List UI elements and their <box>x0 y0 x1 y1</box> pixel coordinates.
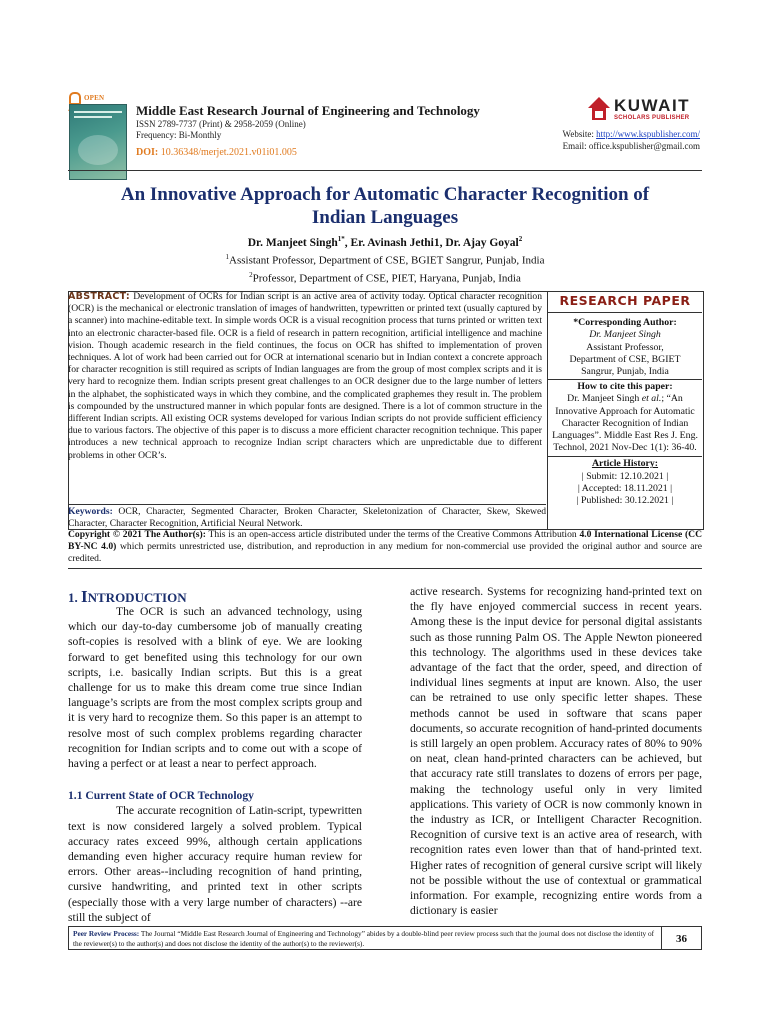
keywords: Keywords: OCR, Character, Segmented Character, Broken Character, Skeletonization of Character, Skew, Skewed Character, Character Recognition, Artificial Neural Network. <box>68 506 547 529</box>
subsection-heading: 1.1 Current State of OCR Technology <box>68 789 254 803</box>
subsection-paragraph: The accurate recognition of Latin-script, typewritten text is now considered largely a solved problem. Typical accuracy rates exceed 99%, although certain applications demanding even higher accuracy require human review for errors. Other areas--including recognition of hand printing, cursive handwriting, and printed text in other scripts (especially those with a very large number of characters) --are still the subject of <box>68 804 362 924</box>
article-type-label: RESEARCH PAPER <box>548 291 702 313</box>
journal-cover-image <box>69 104 127 180</box>
peer-review-footer: Peer Review Process: The Journal “Middle East Research Journal of Engineering and Technology” abides by a double-blind peer review process such that the journal does not disclose the identity of the reviewer(s) to the author(s) and does not disclose the identity of the author(s) to the reviewer(s). <box>68 926 662 950</box>
section-heading-introduction: 1. INTRODUCTION <box>68 587 187 606</box>
publisher-name: KUWAIT <box>614 96 691 115</box>
publisher-email[interactable]: Email: office.kspublisher@gmail.com <box>562 141 700 151</box>
cite-heading: How to cite this paper: <box>548 379 702 393</box>
abstract-label: ABSTRACT: <box>68 291 131 302</box>
history-heading: Article History: <box>548 456 702 470</box>
publisher-subtitle: SCHOLARS PUBLISHER <box>614 115 690 121</box>
right-column-paragraph: active research. Systems for recognizing hand-printed text on the fly have enjoyed commercial success in recent years. Among these is the input device for personal digital assistants such as those running Palm OS. The Apple Newton pioneered this technology. The algorithms used in these devices take advantage of the fact that the order, speed, and direction of individual lines segments at input are known. Also, the user can be retrained to use only specific letter shapes. These methods cannot be used in software that scans paper documents, so accurate recognition of hand-printed documents is still largely an open problem. Accuracy rates of 80% to 90% on neat, clean hand-printed characters can be achieved, but that accuracy rate still translates to dozens of errors per page, making the technology useful only in very limited applications. This variety of OCR is now commonly known in the industry as ICR, or Intelligent Character Recognition. Recognition of cursive text is an active area of research, with recognition rates even lower than that of hand-printed text. Higher rates of recognition of general cursive script will likely not be possible without the use of contextual or grammatical information. For example, recognizing entire words from a dictionary is easier <box>410 585 702 918</box>
affiliations: $^1$Assistant Professor, Department of CSE, BGIET Sangrur, Punjab, India $^2$Professor, Department of CSE, PIET, Haryana, Punjab, India <box>225 253 545 285</box>
journal-doi: DOI: 10.36348/merjet.2021.v01i01.005 <box>136 147 297 158</box>
left-column <box>68 604 362 925</box>
open-access-label: OPEN <box>83 94 105 103</box>
intro-paragraph: The OCR is such an advanced technology, using which our day-to-day cumbersome job of manually creating soft-copies is resolved with a blink of eye. We are looking forward to get benefited using this technology for our own scripts, i.e. basically Indian scripts. But this is a great challenge for us to make this dream come true since Indian language’s scripts are from the most complex scripts group and it is very hard to recognize them. So this paper is an attempt to resolve most of such complex problems regarding character recognition for Indian scripts and to come out with a scope of having a perfect or at least a near to perfect approach. <box>68 605 362 771</box>
journal-frequency: Frequency: Bi-Monthly <box>136 130 222 140</box>
author-list: Dr. Manjeet Singh$^{1*}$, Er. Avinash Jethi1, Dr. Ajay Goyal$^2$ <box>247 235 523 249</box>
article-title: An Innovative Approach for Automatic Character Recognition of Indian Languages <box>120 184 650 228</box>
right-column <box>410 584 702 918</box>
citation: Dr. Manjeet Singh et al.; “An Innovative Approach for Automatic Character Recognition of Indian Languages”. Middle East Res J. Eng. Technol, 2021 Nov-Dec 1(1): 36-40. <box>552 393 698 454</box>
header-divider <box>68 170 702 171</box>
copyright-notice: Copyright © 2021 The Author(s): This is an open-access article distributed under the terms of the Creative Commons Attribution 4.0 International License (CC BY-NC 4.0) which permits unrestricted use, distribution, and reproduction in any medium for non-commercial use provided the original author and source are credited. <box>68 529 702 569</box>
journal-title: Middle East Research Journal of Engineering and Technology <box>136 103 480 118</box>
journal-issn: ISSN 2789-7737 (Print) & 2958-2059 (Online) <box>136 119 306 129</box>
website-link[interactable]: http://www.kspublisher.com/ <box>596 129 700 139</box>
doi-link[interactable]: 10.36348/merjet.2021.v01i01.005 <box>160 147 297 158</box>
abstract-column <box>68 291 546 462</box>
publisher-website: Website: http://www.kspublisher.com/ <box>562 129 700 139</box>
publisher-logo-icon <box>588 97 610 108</box>
page-number: 36 <box>662 926 702 950</box>
article-info-sidebar: RESEARCH PAPER *Corresponding Author: Dr. Manjeet Singh Assistant Professor, Department of CSE, BGIET Sangrur, Punjab, India How to cite this paper: Dr. Manjeet Singh et al.; “An Innovative Approach for Automatic Character Recognition of Indian Languages”. Middle East Res J. Eng. Technol, 2021 Nov-Dec 1(1): 36-40. Article History: | Submit: 12.10.2021 | | Accepted: 18.11.2021 | | Published: 30.12.2021 | <box>548 291 702 507</box>
abstract-text: ABSTRACT: Development of OCRs for Indian script is an active area of activity today. Optical character recognition (OCR) is the mechanical or electronic translation of images of handwritten, typewritten or printed text (usually captured by a scanner) into machine-editable text. In simple words OCR is a visual recognition process that turns printed or written text into an electronic character-based file. OCR is a field of research in pattern recognition, artificial intelligence and machine vision. Though academic research in the field continues, the focus on OCR has shifted to implementation of proven techniques. A lot of work had been carried out for OCR at international scenario but in Indian context a concrete approach for character recognition is still required as scripts of Indian languages are from the group of most complex scripts and it is very hard to recognize them. Indian scripts present great challenges to an OCR designer due to the large number of letters in the alphabet, the sophisticated ways in which they combine, and the complicated graphemes they result in. The problem is compounded by the unstructured manner in which popular fonts are designed. There is a lot of common structure in the different Indian scripts. All existing OCR systems developed for various Indian scripts do not provide sufficient efficiency due to various factors. The objective of this paper is to discuss a more efficient character recognition technique. This paper introduces a new technical approach to recognize Indian script characters which are unpredictable due to different problems in other OCR’s. <box>68 291 542 461</box>
